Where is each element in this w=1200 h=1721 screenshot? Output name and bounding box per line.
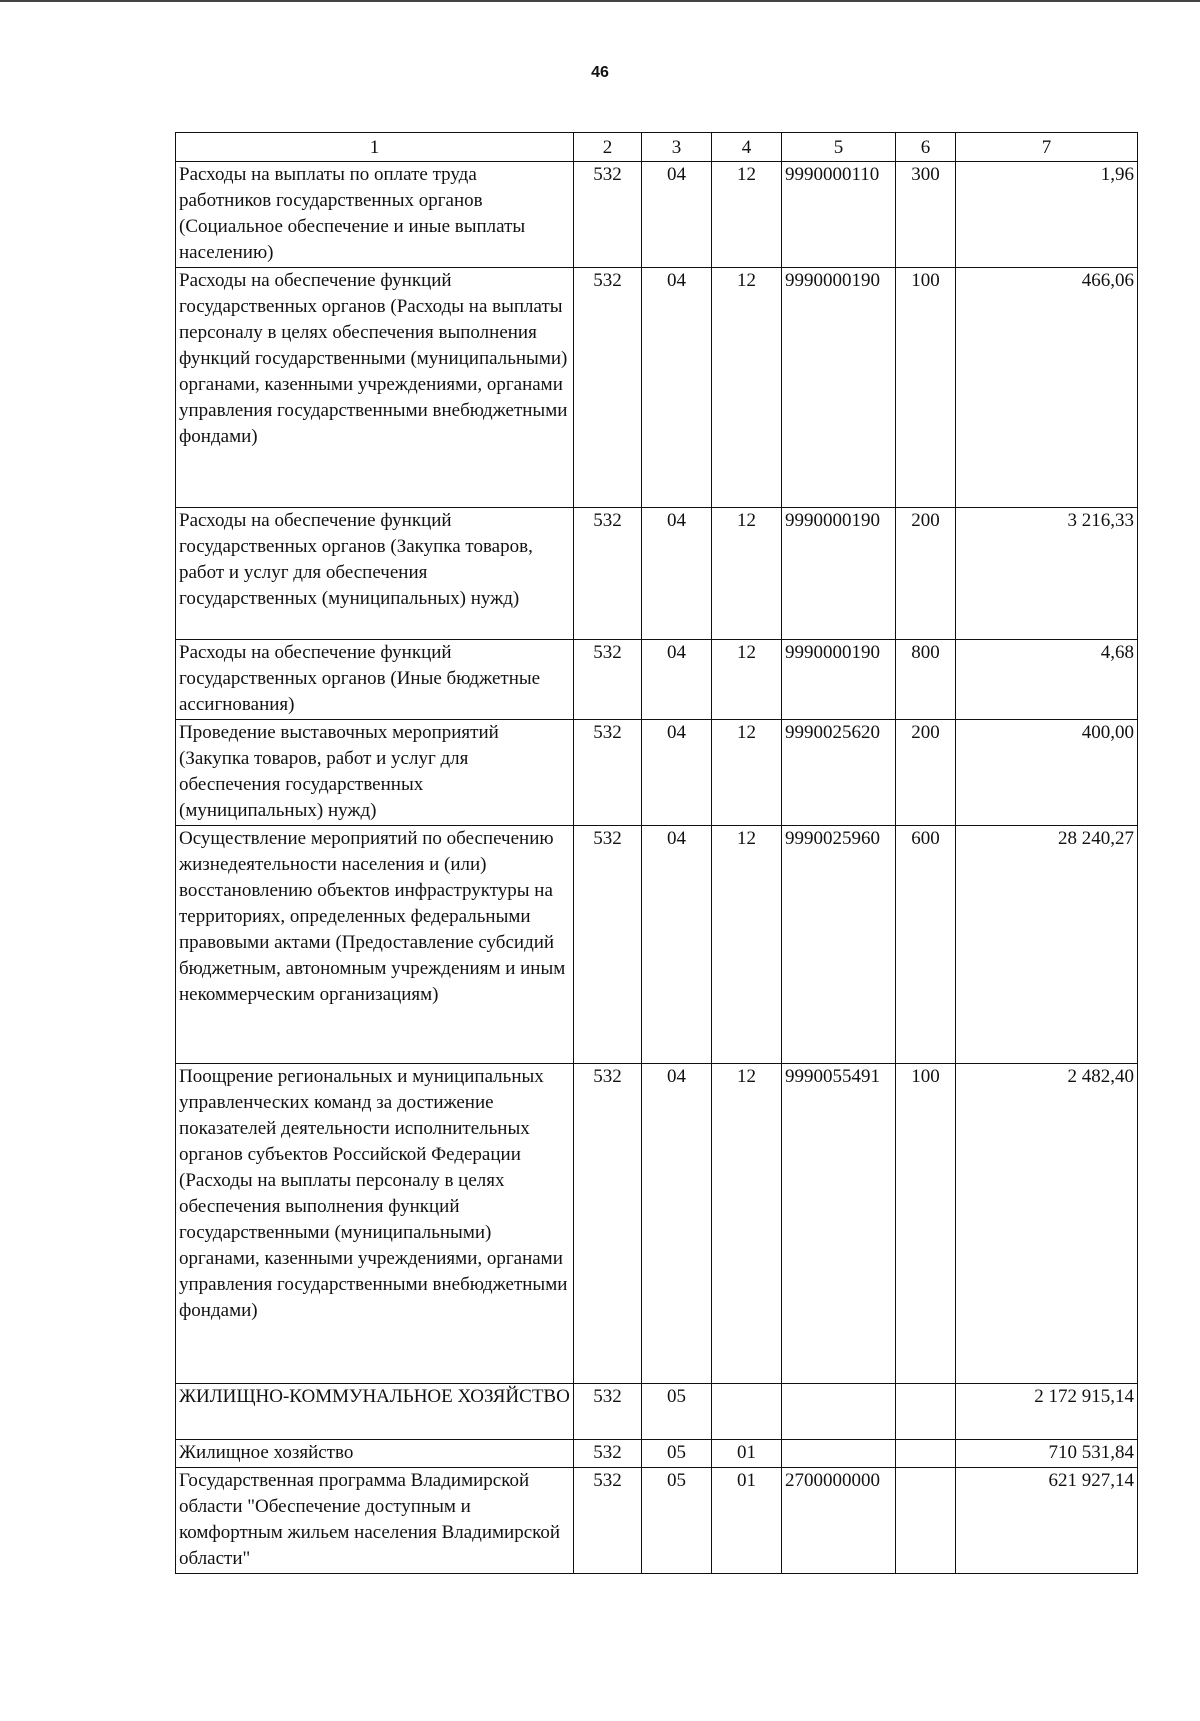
header-cell-7: 7 — [956, 133, 1138, 162]
header-cell-2: 2 — [574, 133, 642, 162]
row-cell-3: 04 — [642, 508, 712, 640]
row-cell-2: 532 — [574, 640, 642, 720]
row-name-cell: Расходы на обеспечение функций государственных органов (Расходы на выплаты персоналу в целях обеспечения выполнения функций государственными (муниципальными) органами, казенными учреждениями, органами управления государственными внебюджетными фондами) — [176, 268, 574, 508]
row-cell-6: 600 — [896, 826, 956, 1064]
row-name-cell: Проведение выставочных мероприятий (Закупка товаров, работ и услуг для обеспечения государственных (муниципальных) нужд) — [176, 720, 574, 826]
row-cell-3: 04 — [642, 720, 712, 826]
row-cell-3: 04 — [642, 268, 712, 508]
budget-table — [175, 132, 1138, 1574]
row-cell-7: 400,00 — [956, 720, 1138, 826]
row-cell-5: 9990055491 — [782, 1064, 896, 1384]
row-name-cell: Государственная программа Владимирской области "Обеспечение доступным и комфортным жильем населения Владимирской области" — [176, 1468, 574, 1574]
row-cell-5: 9990000190 — [782, 640, 896, 720]
row-cell-6: 800 — [896, 640, 956, 720]
table-row — [176, 268, 1138, 508]
row-cell-6: 300 — [896, 162, 956, 268]
row-cell-3: 04 — [642, 640, 712, 720]
row-cell-4: 01 — [712, 1440, 782, 1468]
row-cell-7: 4,68 — [956, 640, 1138, 720]
row-name-cell: ЖИЛИЩНО-КОММУНАЛЬНОЕ ХОЗЯЙСТВО — [176, 1384, 574, 1440]
row-cell-7: 621 927,14 — [956, 1468, 1138, 1574]
row-cell-4: 12 — [712, 640, 782, 720]
table-row — [176, 1468, 1138, 1574]
row-cell-2: 532 — [574, 720, 642, 826]
row-cell-4: 12 — [712, 508, 782, 640]
row-cell-2: 532 — [574, 1440, 642, 1468]
row-cell-6: 200 — [896, 720, 956, 826]
row-cell-2: 532 — [574, 162, 642, 268]
table-row — [176, 1440, 1138, 1468]
row-cell-3: 04 — [642, 826, 712, 1064]
row-cell-7: 1,96 — [956, 162, 1138, 268]
row-cell-6: 100 — [896, 268, 956, 508]
row-cell-2: 532 — [574, 268, 642, 508]
row-cell-2: 532 — [574, 1468, 642, 1574]
row-cell-4 — [712, 1384, 782, 1440]
top-border-line — [0, 0, 1200, 2]
table-row — [176, 826, 1138, 1064]
header-cell-1: 1 — [176, 133, 574, 162]
row-cell-6 — [896, 1468, 956, 1574]
row-cell-4: 12 — [712, 162, 782, 268]
row-cell-4: 12 — [712, 826, 782, 1064]
header-cell-5: 5 — [782, 133, 896, 162]
row-cell-2: 532 — [574, 826, 642, 1064]
row-cell-6: 100 — [896, 1064, 956, 1384]
table-row — [176, 640, 1138, 720]
table-row — [176, 508, 1138, 640]
row-cell-7: 2 482,40 — [956, 1064, 1138, 1384]
page-number: 46 — [591, 64, 609, 81]
header-cell-3: 3 — [642, 133, 712, 162]
row-cell-2: 532 — [574, 1384, 642, 1440]
row-cell-4: 12 — [712, 720, 782, 826]
row-cell-2: 532 — [574, 508, 642, 640]
row-cell-3: 05 — [642, 1468, 712, 1574]
row-cell-3: 04 — [642, 162, 712, 268]
row-cell-6 — [896, 1384, 956, 1440]
row-cell-5: 2700000000 — [782, 1468, 896, 1574]
row-cell-7: 28 240,27 — [956, 826, 1138, 1064]
table-row — [176, 1384, 1138, 1440]
row-name-cell: Жилищное хозяйство — [176, 1440, 574, 1468]
row-cell-3: 04 — [642, 1064, 712, 1384]
header-row — [176, 133, 1138, 162]
row-name-cell: Поощрение региональных и муниципальных управленческих команд за достижение показателей деятельности исполнительных органов субъектов Российской Федерации (Расходы на выплаты персоналу в целях обеспечения выполнения функций государственными (муниципальными) органами, казенными учреждениями, органами управления государственными внебюджетными фондами) — [176, 1064, 574, 1384]
row-name-cell: Осуществление мероприятий по обеспечению жизнедеятельности населения и (или) восстановлению объектов инфраструктуры на территориях, определенных федеральными правовыми актами (Предоставление субсидий бюджетным, автономным учреждениям и иным некоммерческим организациям) — [176, 826, 574, 1064]
row-cell-7: 2 172 915,14 — [956, 1384, 1138, 1440]
row-cell-5: 9990000110 — [782, 162, 896, 268]
row-name-cell: Расходы на выплаты по оплате труда работников государственных органов (Социальное обеспечение и иные выплаты населению) — [176, 162, 574, 268]
row-cell-5: 9990025960 — [782, 826, 896, 1064]
row-cell-7: 3 216,33 — [956, 508, 1138, 640]
table-row — [176, 1064, 1138, 1384]
row-cell-5 — [782, 1384, 896, 1440]
row-cell-4: 12 — [712, 268, 782, 508]
row-name-cell: Расходы на обеспечение функций государственных органов (Иные бюджетные ассигнования) — [176, 640, 574, 720]
row-cell-7: 710 531,84 — [956, 1440, 1138, 1468]
row-cell-3: 05 — [642, 1384, 712, 1440]
row-cell-3: 05 — [642, 1440, 712, 1468]
row-cell-6: 200 — [896, 508, 956, 640]
row-cell-5 — [782, 1440, 896, 1468]
row-name-cell: Расходы на обеспечение функций государственных органов (Закупка товаров, работ и услуг для обеспечения государственных (муниципальных) нужд) — [176, 508, 574, 640]
row-cell-5: 9990000190 — [782, 508, 896, 640]
table-row — [176, 162, 1138, 268]
row-cell-2: 532 — [574, 1064, 642, 1384]
row-cell-4: 01 — [712, 1468, 782, 1574]
row-cell-4: 12 — [712, 1064, 782, 1384]
row-cell-5: 9990025620 — [782, 720, 896, 826]
table-row — [176, 720, 1138, 826]
header-cell-4: 4 — [712, 133, 782, 162]
row-cell-7: 466,06 — [956, 268, 1138, 508]
header-cell-6: 6 — [896, 133, 956, 162]
row-cell-6 — [896, 1440, 956, 1468]
row-cell-5: 9990000190 — [782, 268, 896, 508]
